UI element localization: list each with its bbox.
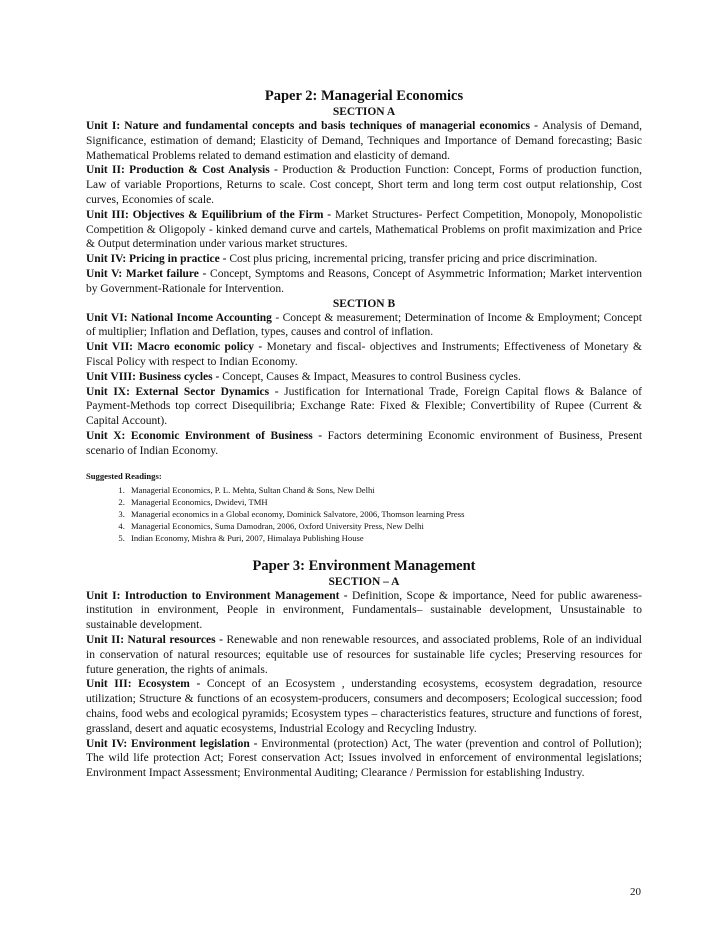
readings-heading: Suggested Readings:: [86, 470, 162, 481]
page-number: 20: [630, 886, 641, 898]
unit-heading: Unit VII: Macro economic policy -: [86, 341, 267, 354]
readings-list: [86, 484, 642, 544]
unit-text: Market Structures- Perfect Competition, Monopoly, Monopolistic Competition & Oligopoly - kinked demand curve and cartels, Mathematical Problems on profit maximization and Price & Output determination under various market structures.: [86, 208, 642, 251]
document-page: [86, 88, 642, 781]
unit-text: Justification for International Trade, Foreign Capital flows & Balance of Payment-Methods top correct Disequilibria; Exchange Rate: Fixed & Flexible; Convertibility of Rupee (Current & Capital Account).: [86, 385, 642, 428]
unit-text: Concept of an Ecosystem , understanding ecosystems, ecosystem degradation, resource utilization; Structure & functions of an ecosystem-producers, consumers and decomposers; Ecological succession; food chains, food webs and ecological pyramids; Ecosystem types – characteristics features, structure and functions of forest, grassland, desert and aquatic ecosystems, Industrial Ecology and Recycling Industry.: [86, 678, 642, 735]
unit-heading: Unit II: Production & Cost Analysis -: [86, 164, 283, 177]
reading-item: 3. Managerial economics in a Global economy, Dominick Salvatore, 2006, Thomson learning Press: [127, 508, 642, 520]
unit-heading: Unit IV: Pricing in practice -: [86, 253, 230, 266]
paper2-unit-3: [86, 208, 642, 252]
unit-text: Cost plus pricing, incremental pricing, transfer pricing and price discrimination.: [229, 253, 598, 266]
paper3-unit-4: [86, 737, 642, 781]
unit-text: Production & Production Function: Concept, Forms of production function, Law of variable Proportions, Returns to scale. Cost concept, Short term and long term cost output relationship, Cost curves, Economies of scale.: [86, 164, 643, 206]
paper2-unit-7: [86, 340, 642, 370]
unit-text: Factors determining Economic environment of Business, Present scenario of Indian Economy.: [86, 429, 643, 457]
paper2-section-a: SECTION A: [332, 106, 396, 118]
unit-heading: Unit X: Economic Environment of Business -: [86, 429, 328, 442]
unit-heading: Unit I: Nature and fundamental concepts and basis techniques of managerial economics -: [86, 120, 543, 132]
unit-heading: Unit V: Market failure -: [86, 267, 211, 280]
paper2-unit-2: [86, 163, 642, 207]
paper2-unit-9: [86, 385, 642, 429]
unit-heading: Unit IV: Environment legislation -: [86, 737, 262, 750]
paper3-unit-1: [86, 589, 642, 633]
paper2-unit-6: [86, 311, 642, 341]
unit-heading: Unit VI: National Income Accounting: [86, 311, 276, 324]
paper2-unit-10: [86, 429, 642, 459]
unit-heading: Unit III: Ecosystem -: [86, 678, 207, 691]
paper2-unit-5: [86, 267, 642, 297]
paper2-section-b: SECTION B: [332, 297, 396, 310]
unit-heading: Unit IX: External Sector Dynamics -: [86, 385, 285, 398]
paper3-unit-2: [86, 633, 642, 677]
reading-item: 5. Indian Economy, Mishra & Puri, 2007, Himalaya Publishing House: [127, 532, 642, 544]
unit-heading: Unit II: Natural resources -: [86, 633, 227, 646]
unit-text: Definition, Scope & importance, Need for public awareness- institution in environment, People in environment, Fundamentals– sustainable development, Unsustainable to sustainable development.: [86, 589, 642, 632]
unit-text: - Concept & measurement; Determination of Income & Employment; Concept of multiplier; Inflation and Deflation, types, causes and control of inflation.: [86, 311, 642, 339]
reading-item: 2. Managerial Economics, Dwidevi, TMH: [127, 496, 642, 508]
paper2-unit-8: [86, 370, 642, 385]
unit-text: Analysis of Demand, Significance, estimation of demand; Elasticity of Demand, Techniques and Importance of Demand forecasting; Basic Mathematical Problems related to demand estimation and elasticity of demand.: [86, 120, 642, 162]
unit-heading: Unit VIII: Business cycles -: [86, 370, 223, 383]
unit-text: Environmental (protection) Act, The water (prevention and control of Pollution); The wild life protection Act; Forest conservation Act; Issues involved in enforcement of environmental legislations; Environment Impact Assessment; Environmental Auditing; Clearance / Permission for establishing Industry.: [86, 737, 642, 780]
unit-heading: Unit III: Objectives & Equilibrium of the Firm -: [86, 208, 335, 221]
reading-item: 4. Managerial Economics, Suma Damodran, 2006, Oxford University Press, New Delhi: [127, 520, 642, 532]
reading-item: 1. Managerial Economics, P. L. Mehta, Sultan Chand & Sons, New Delhi: [127, 484, 642, 496]
paper3-unit-3: [86, 677, 642, 736]
spacer: [86, 544, 642, 558]
paper3-section-a: SECTION – A: [328, 575, 400, 588]
paper3-title: Paper 3: Environment Management: [252, 557, 476, 574]
paper2-title: Paper 2: Managerial Economics: [264, 88, 464, 104]
unit-text: Renewable and non renewable resources, and associated problems, Role of an individual in conservation of natural resources; equitable use of resources for sustainable life cycles; Preserving resources for future generation, the rights of animals.: [86, 633, 642, 676]
unit-text: Concept, Symptoms and Reasons, Concept of Asymmetric Information; Market intervention by Government-Rationale for Intervention.: [86, 267, 642, 295]
paper2-unit-4: [86, 252, 642, 267]
unit-text: Concept, Causes & Impact, Measures to control Business cycles.: [222, 370, 521, 383]
suggested-readings: [86, 470, 642, 544]
paper2-unit-1: [86, 119, 642, 163]
unit-heading: Unit I: Introduction to Environment Management -: [86, 589, 353, 602]
unit-text: Monetary and fiscal- objectives and Instruments; Effectiveness of Monetary & Fiscal Policy with respect to Indian Economy.: [86, 341, 642, 368]
